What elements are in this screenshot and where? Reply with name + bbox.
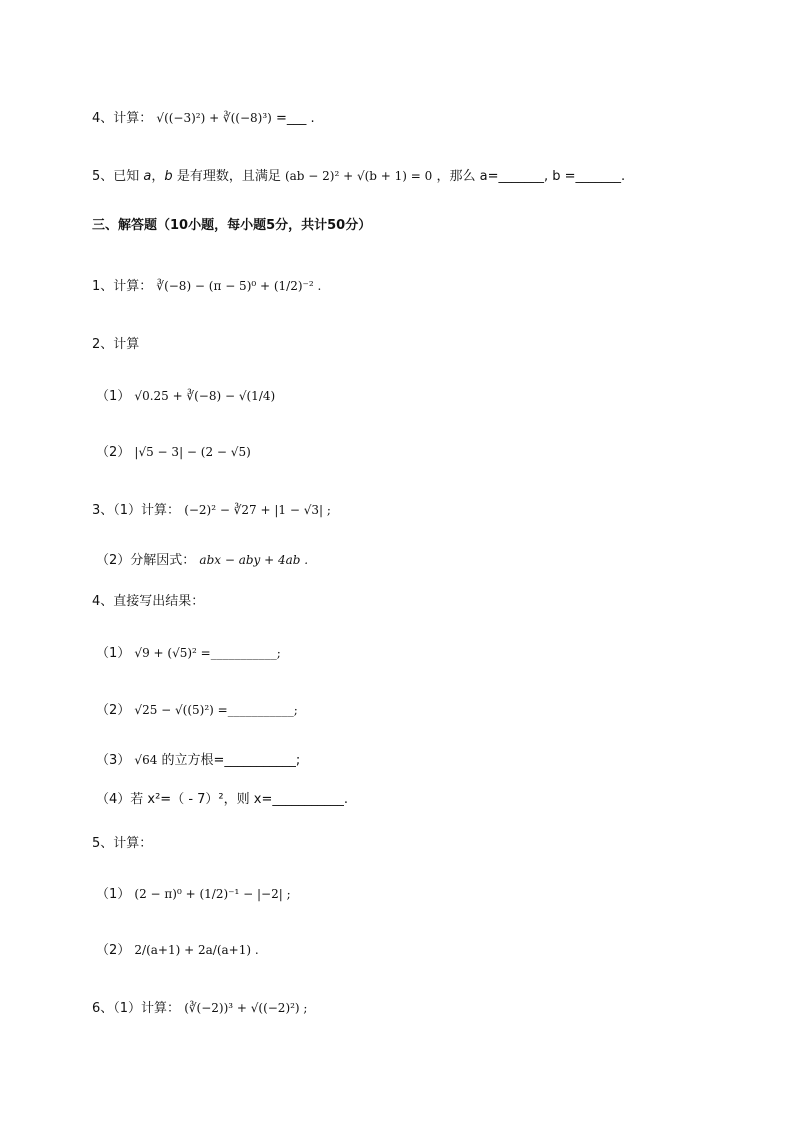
p4-3-text: 的立方根=___________; xyxy=(161,753,301,768)
question-4 xyxy=(92,108,315,129)
p3-2-formula: abx − aby + 4ab . xyxy=(199,553,309,567)
p5-2-formula: 2/(a+1) + 2a/(a+1) . xyxy=(134,943,259,957)
p4-3-label: （3） xyxy=(96,753,131,768)
p2-2-label: （2） xyxy=(96,445,131,460)
p1-formula: ∛(−8) − (π − 5)⁰ + (1/2)⁻² . xyxy=(156,279,322,293)
q5-answer-blanks: a=_______, b =_______. xyxy=(479,169,626,184)
problem-3-1 xyxy=(92,500,331,521)
q5-var-b: b xyxy=(164,169,173,184)
p5-2-label: （2） xyxy=(96,943,131,958)
problem-2-2 xyxy=(96,442,251,463)
p2-2-formula: |√5 − 3| − (2 − √5) xyxy=(134,445,251,459)
q5-then: ，那么 xyxy=(436,169,476,184)
problem-4-2 xyxy=(96,700,298,721)
p6-1-label: 6、（1）计算： xyxy=(92,1001,181,1016)
p4-1-label: （1） xyxy=(96,646,131,661)
p2-1-label: （1） xyxy=(96,389,131,404)
problem-1 xyxy=(92,276,321,297)
problem-4-4: （4）若 x²=（ - 7）²，则 x=___________. xyxy=(96,792,348,807)
problem-4-1 xyxy=(96,643,281,664)
p3-1-formula: (−2)² − ∛27 + |1 − √3| ; xyxy=(184,503,331,517)
problem-4-3 xyxy=(96,750,300,771)
problem-4-title: 4、直接写出结果： xyxy=(92,594,205,609)
q4-prefix: 4、计算： xyxy=(92,111,153,126)
q5-prefix: 5、已知 xyxy=(92,169,140,184)
q5-var-a: a xyxy=(143,169,152,184)
problem-2-title: 2、计算 xyxy=(92,337,140,352)
q5-middle: 是有理数，且满足 xyxy=(176,169,281,184)
problem-2-1 xyxy=(96,386,275,407)
problem-5-1 xyxy=(96,884,291,905)
p3-1-label: 3、（1）计算： xyxy=(92,503,181,518)
p6-1-formula: (∛(−2))³ + √((−2)²) ; xyxy=(184,1001,308,1015)
p4-1-formula: √9 + (√5)² =___________; xyxy=(134,646,281,660)
problem-5-title: 5、计算： xyxy=(92,836,153,851)
section-3-title: 三、解答题（10小题，每小题5分，共计50分） xyxy=(92,218,372,233)
q5-formula: (ab − 2)² + √(b + 1) = 0 xyxy=(284,169,433,183)
q4-formula: √((−3)²) + ∛((−8)³) xyxy=(156,111,272,125)
p4-3-formula: √64 xyxy=(134,753,158,767)
p3-2-label: （2）分解因式： xyxy=(96,553,196,568)
p5-1-formula: (2 − π)⁰ + (1/2)⁻¹ − |−2| ; xyxy=(134,887,291,901)
p4-2-label: （2） xyxy=(96,703,131,718)
q5-comma: ， xyxy=(151,169,165,184)
p5-1-label: （1） xyxy=(96,887,131,902)
p1-prefix: 1、计算： xyxy=(92,279,153,294)
p4-2-formula: √25 − √((5)²) =___________; xyxy=(134,703,298,717)
problem-6-1 xyxy=(92,998,307,1019)
question-5 xyxy=(92,166,625,187)
problem-5-2 xyxy=(96,940,259,961)
p2-1-formula: √0.25 + ∛(−8) − √(1/4) xyxy=(134,389,276,403)
problem-3-2 xyxy=(96,550,308,571)
q4-suffix: =___ . xyxy=(276,111,315,126)
